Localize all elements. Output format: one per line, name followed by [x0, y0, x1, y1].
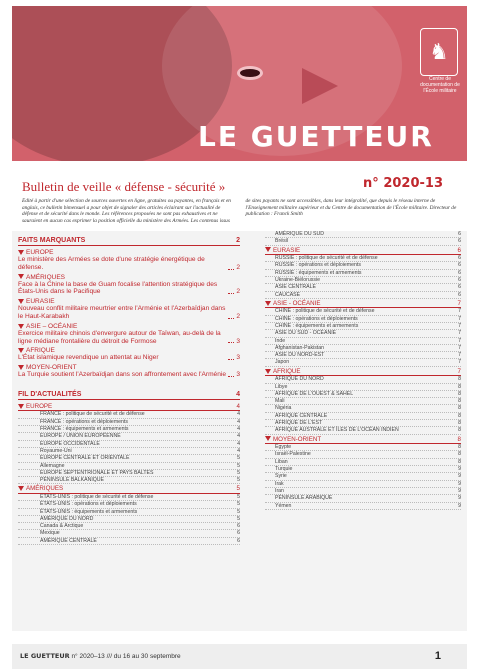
toc-item[interactable] [265, 503, 461, 510]
toc-region-page: 7 [457, 299, 461, 307]
toc-item[interactable] [18, 411, 240, 418]
toc-item-page: 6 [458, 269, 461, 276]
toc-item-page: 8 [458, 451, 461, 458]
page-footer [12, 644, 467, 669]
toc-item-label: RUSSIE : politique de sécurité et de défense [275, 255, 378, 262]
toc-item-page: 5 [237, 477, 240, 484]
toc-item-label: Syrie [275, 473, 287, 480]
toc-item-label: Canada & Arctique [40, 523, 84, 530]
triangle-down-icon [18, 324, 24, 329]
triangle-down-icon [18, 404, 24, 409]
toc-item-page: 8 [458, 376, 461, 383]
toc-item[interactable] [265, 270, 461, 277]
triangle-down-icon [18, 299, 24, 304]
toc-item-page: 4 [237, 418, 240, 425]
toc-item-page: 4 [237, 447, 240, 454]
toc-region-label [265, 300, 320, 308]
toc-region[interactable] [265, 368, 461, 377]
toc-item-label: Libye [275, 383, 288, 390]
toc-item-label: FRANCE : équipements et armements [40, 426, 129, 433]
toc-item[interactable] [18, 509, 240, 516]
toc-region-text: EURASIE [273, 246, 301, 254]
toc-item-label: PÉNINSULE ARABIQUE [275, 495, 333, 502]
toc-item-page: 9 [458, 502, 461, 509]
toc-headline[interactable] [18, 371, 240, 379]
toc-item-page: 8 [458, 458, 461, 465]
toc-item[interactable] [265, 495, 461, 502]
section-page: 2 [236, 237, 240, 244]
toc-item-label: EUROPE CENTRALE ET ORIENTALE [40, 455, 130, 462]
toc-item[interactable] [265, 398, 461, 405]
toc-item-page: 8 [458, 405, 461, 412]
toc-item[interactable] [265, 405, 461, 412]
toc-item-page: 7 [458, 344, 461, 351]
toc-region-label [18, 249, 53, 256]
toc-item-label: ÉTATS-UNIS : opérations et déploiements [40, 501, 137, 508]
toc-item-label: ÉTATS-UNIS : équipements et armements [40, 508, 138, 515]
toc-item-label: Irak [275, 480, 284, 487]
toc-item[interactable] [18, 530, 240, 537]
toc-headline[interactable] [18, 305, 240, 321]
toc-item[interactable] [265, 466, 461, 473]
toc-item-label: AMÉRIQUE CENTRALE [40, 537, 97, 544]
headline-page: 2 [236, 263, 240, 271]
eagle-eye-shape [237, 66, 263, 80]
footer-text [20, 652, 181, 660]
section-label: FIL D'ACTUALITÉS [18, 390, 82, 398]
toc-region-label [18, 364, 77, 371]
toc-region-page: 5 [236, 485, 240, 493]
toc-item[interactable] [265, 352, 461, 359]
toc-item-page: 8 [458, 444, 461, 451]
issue-number: n° 2020-13 [363, 176, 443, 191]
toc-headline[interactable] [18, 354, 240, 362]
toc-region[interactable] [18, 249, 240, 256]
toc-item-page: 5 [237, 455, 240, 462]
triangle-down-icon [265, 436, 271, 441]
triangle-down-icon [18, 274, 24, 279]
toc-item-page: 4 [237, 426, 240, 433]
toc-item[interactable] [18, 516, 240, 523]
toc-item-page: 6 [458, 262, 461, 269]
knight-logo-icon: ♞ [420, 28, 458, 76]
toc-region-text: MOYEN-ORIENT [26, 364, 77, 372]
toc-item-label: RUSSIE : équipements et armements [275, 269, 362, 276]
toc-item-label: Yémen [275, 502, 292, 509]
toc-item-label: AMÉRIQUE DU NORD [40, 515, 94, 522]
triangle-down-icon [265, 369, 271, 374]
headline-text: Face à la Chine la base de Guam focalise l'attention stratégique des États-Unis dans le Pacifique [18, 280, 218, 296]
toc-item[interactable] [18, 463, 240, 470]
headline-page: 3 [236, 337, 240, 345]
toc-item-page: 5 [237, 462, 240, 469]
toc-item-page: 6 [237, 537, 240, 544]
toc-item-label: Allemagne [40, 462, 65, 469]
headline-text: La Turquie soutient l'Azerbaïdjan dans son affrontement avec l'Arménie [18, 371, 227, 379]
toc-region-text: AMÉRIQUES [26, 273, 66, 281]
page-number: 1 [434, 650, 441, 662]
toc-item[interactable] [265, 238, 461, 245]
toc-region-text: ASIE - OCÉANIE [273, 299, 321, 307]
toc-item[interactable] [265, 473, 461, 480]
toc-item-label: Nigéria [275, 405, 292, 412]
toc-headline[interactable] [18, 281, 240, 297]
logo-caption: Centre de documentation de l'École militaire [420, 76, 460, 94]
toc-item-label: AFRIQUE DE L'EST [275, 420, 323, 427]
toc-region[interactable] [265, 300, 461, 309]
toc-item-page: 6 [458, 291, 461, 298]
toc-item[interactable] [18, 477, 240, 484]
toc-item-label: EUROPE OCCIDENTALE [40, 440, 100, 447]
toc-item[interactable] [18, 419, 240, 426]
toc-item[interactable] [265, 451, 461, 458]
toc-item-page: 7 [458, 337, 461, 344]
toc-item-label: CHINE : équipements et armements [275, 322, 359, 329]
toc-item-page: 8 [458, 390, 461, 397]
toc-item-label: Inde [275, 337, 286, 344]
toc-item-page: 4 [237, 433, 240, 440]
toc-region[interactable] [265, 247, 461, 256]
toc-region[interactable] [18, 323, 240, 330]
toc-item[interactable] [265, 308, 461, 315]
toc-item-page: 6 [458, 231, 461, 237]
triangle-down-icon [18, 486, 24, 491]
toc-item[interactable] [18, 501, 240, 508]
toc-item[interactable] [18, 538, 240, 545]
toc-item-page: 7 [458, 352, 461, 359]
toc-item[interactable] [18, 523, 240, 530]
toc-item[interactable] [265, 277, 461, 284]
toc-item-page: 8 [458, 420, 461, 427]
toc-item-label: Israël-Palestine [275, 451, 311, 458]
dot-leader [228, 318, 234, 319]
toc-item-label: EUROPE / UNION EUROPÉENNE [40, 433, 121, 440]
headline-text: Exercice militaire chinois d'envergure autour de Taïwan, au-delà de la ligne médiane frontalière du détroit de Formose [18, 329, 221, 345]
toc-item[interactable] [265, 316, 461, 323]
toc-item-label: Japon [275, 359, 290, 366]
toc-item-page: 6 [237, 523, 240, 530]
table-of-contents [12, 231, 467, 631]
toc-region-text: MOYEN-ORIENT [273, 435, 322, 443]
banner [12, 6, 467, 161]
toc-item[interactable] [265, 330, 461, 337]
toc-item-label: Liban [275, 458, 288, 465]
toc-item-label: AFRIQUE DU NORD [275, 376, 324, 383]
headline-text: Le ministère des Armées se dote d'une stratégie énergétique de défense. [18, 256, 205, 271]
publication-title: LE GUETTEUR [198, 120, 434, 153]
toc-region-text: EUROPE [26, 402, 53, 410]
toc-item-page: 8 [458, 398, 461, 405]
toc-region-text: ASIE – OCÉANIE [26, 322, 78, 330]
toc-item-page: 9 [458, 480, 461, 487]
toc-item-label: EUROPE SEPTENTRIONALE ET PAYS BALTES [40, 469, 154, 476]
toc-region-label [265, 436, 321, 444]
toc-region[interactable] [18, 274, 240, 281]
toc-item-label: Turquie [275, 466, 293, 473]
toc-item-page: 7 [458, 330, 461, 337]
toc-item-label: Mali [275, 398, 285, 405]
toc-item-label: ASIE CENTRALE [275, 284, 316, 291]
dot-leader [228, 342, 234, 343]
toc-item[interactable] [18, 441, 240, 448]
toc-item-page: 6 [458, 255, 461, 262]
headline-page: 3 [236, 354, 240, 362]
eagle-beak-shape [302, 68, 338, 104]
toc-headline[interactable] [18, 330, 240, 346]
toc-item-label: AFRIQUE AUSTRALE ET ÎLES DE L'OCÉAN INDIEN [275, 427, 399, 434]
section-label: FAITS MARQUANTS [18, 237, 86, 244]
toc-item-page: 8 [458, 383, 461, 390]
toc-item-page: 4 [237, 411, 240, 418]
toc-item-label: PÉNINSULE BALKANIQUE [40, 477, 105, 484]
triangle-down-icon [265, 247, 271, 252]
toc-region[interactable] [18, 298, 240, 305]
toc-item-page: 8 [458, 427, 461, 434]
toc-item-page: 9 [458, 473, 461, 480]
dot-leader [228, 269, 234, 270]
toc-region-text: EUROPE [26, 249, 54, 256]
triangle-down-icon [18, 250, 24, 255]
toc-item-label: CHINE : politique de sécurité et de défense [275, 308, 375, 315]
toc-item-page: 6 [458, 276, 461, 283]
toc-region-label [265, 368, 301, 376]
footer-issue: n° 2020–13 /// du 16 au 30 septembre [69, 653, 181, 660]
toc-item-page: 7 [458, 322, 461, 329]
toc-item[interactable] [265, 459, 461, 466]
toc-item[interactable] [265, 376, 461, 383]
toc-region-text: AFRIQUE [26, 347, 55, 355]
headline-text: Nouveau conflit militaire meurtrier entre l'Arménie et l'Azerbaïdjan dans le Haut-Karabakh [18, 305, 226, 320]
toc-region[interactable] [18, 403, 240, 412]
toc-item-label: Iran [275, 487, 284, 494]
toc-item-page: 6 [458, 238, 461, 245]
toc-item-page: 7 [458, 315, 461, 322]
toc-region[interactable] [18, 485, 240, 494]
triangle-down-icon [18, 348, 24, 353]
toc-item-label: ASIE DU NORD-EST [275, 352, 325, 359]
toc-item[interactable] [265, 391, 461, 398]
toc-left-column [18, 231, 240, 631]
toc-item-page: 5 [237, 493, 240, 500]
toc-item[interactable] [18, 455, 240, 462]
toc-item-label: FRANCE : opérations et déploiements [40, 418, 128, 425]
toc-region-label [265, 247, 300, 255]
toc-headline[interactable] [18, 256, 240, 272]
toc-item-page: 7 [458, 359, 461, 366]
toc-item-label: Royaume-Uni [40, 447, 72, 454]
toc-region-label [18, 298, 55, 305]
toc-region-label [18, 323, 77, 330]
toc-region-text: EURASIE [26, 298, 55, 306]
toc-region-label [18, 274, 65, 281]
toc-region-text: AMÉRIQUES [26, 485, 64, 493]
intro-paragraph: Édité à partir d'une sélection de sources ouvertes en ligne, gratuites ou payantes, en français et en anglais, ce bulletin bimensuel a pour objet de signaler des articles éclairant sur l'actualité de défense et de sécurité dans le monde. Les références proposées ne sont pas exhaustives et ne sauraient en aucun cas exprimer la position officielle du ministère des Armées. Les contenus issus de sites payants ne sont accessibles, dans leur intégralité, que depuis le réseau interne de l'Enseignement militaire supérieur et du Centre de documentation de l'École militaire. Directeur de publication : Franck Smith [22, 198, 457, 224]
triangle-down-icon [18, 365, 24, 370]
toc-item-page: 9 [458, 487, 461, 494]
headline-page: 3 [236, 371, 240, 379]
toc-section-faits[interactable] [18, 237, 240, 246]
toc-item-label: Mexique [40, 530, 60, 537]
toc-region-label [18, 485, 63, 493]
headline-page: 2 [236, 312, 240, 320]
footer-brand: LE GUETTEUR [20, 652, 70, 660]
toc-item[interactable] [265, 481, 461, 488]
toc-region-page: 8 [457, 435, 461, 443]
toc-item[interactable] [18, 433, 240, 440]
toc-section-fil[interactable] [18, 391, 240, 400]
toc-item[interactable] [265, 284, 461, 291]
toc-item-label: ÉTATS-UNIS : politique de sécurité et de défense [40, 493, 154, 500]
toc-item-page: 5 [237, 515, 240, 522]
toc-item[interactable] [265, 338, 461, 345]
toc-right-column [265, 231, 461, 631]
toc-item-page: 6 [237, 530, 240, 537]
toc-item-label: ASIE DU SUD - OCÉANIE [275, 330, 337, 337]
toc-item-page: 8 [458, 412, 461, 419]
toc-item[interactable] [265, 292, 461, 299]
dot-leader [228, 359, 234, 360]
toc-region-page: 4 [236, 402, 240, 410]
toc-item-label: AFRIQUE DE L'OUEST & SAHEL [275, 390, 354, 397]
toc-item-label: Brésil [275, 238, 288, 245]
toc-item-label: Ukraine-Biélorussie [275, 276, 320, 283]
toc-region-text: AFRIQUE [273, 367, 301, 375]
toc-item-label: AMÉRIQUE DU SUD [275, 231, 324, 237]
bulletin-heading: Bulletin de veille « défense - sécurité » [22, 179, 226, 194]
toc-item[interactable] [265, 359, 461, 366]
headline-page: 2 [236, 288, 240, 296]
toc-item[interactable] [265, 345, 461, 352]
toc-region-label [18, 403, 52, 411]
toc-item-page: 4 [237, 440, 240, 447]
toc-item-page: 6 [458, 284, 461, 291]
toc-region-page: 7 [457, 367, 461, 375]
dot-leader [228, 376, 234, 377]
toc-item-page: 5 [237, 469, 240, 476]
toc-region[interactable] [265, 436, 461, 445]
toc-item-page: 7 [458, 308, 461, 315]
toc-item-label: CAUCASE [275, 291, 301, 298]
toc-item[interactable] [265, 413, 461, 420]
toc-region[interactable] [18, 364, 240, 371]
toc-item-label: Égypte [275, 444, 292, 451]
toc-item-page: 9 [458, 466, 461, 473]
toc-item-page: 5 [237, 501, 240, 508]
toc-item-label: Afghanistan-Pakistan [275, 344, 325, 351]
toc-item-page: 5 [237, 508, 240, 515]
section-page: 4 [236, 390, 240, 398]
toc-item[interactable] [265, 444, 461, 451]
toc-item[interactable] [265, 231, 461, 238]
toc-item[interactable] [265, 427, 461, 434]
toc-item[interactable] [265, 262, 461, 269]
toc-item[interactable] [265, 384, 461, 391]
toc-region-page: 6 [457, 246, 461, 254]
toc-item[interactable] [265, 255, 461, 262]
triangle-down-icon [265, 301, 271, 306]
toc-item-label: FRANCE : politique de sécurité et de défense [40, 411, 145, 418]
toc-item-label: AFRIQUE CENTRALE [275, 412, 328, 419]
headline-text: L'État islamique revendique un attentat au Niger [18, 354, 159, 362]
toc-item-page: 9 [458, 495, 461, 502]
toc-item-label: RUSSIE : opérations et déploiements [275, 262, 361, 269]
toc-item-label: CHINE : opérations et déploiements [275, 315, 358, 322]
toc-item[interactable] [18, 448, 240, 455]
dot-leader [228, 293, 234, 294]
